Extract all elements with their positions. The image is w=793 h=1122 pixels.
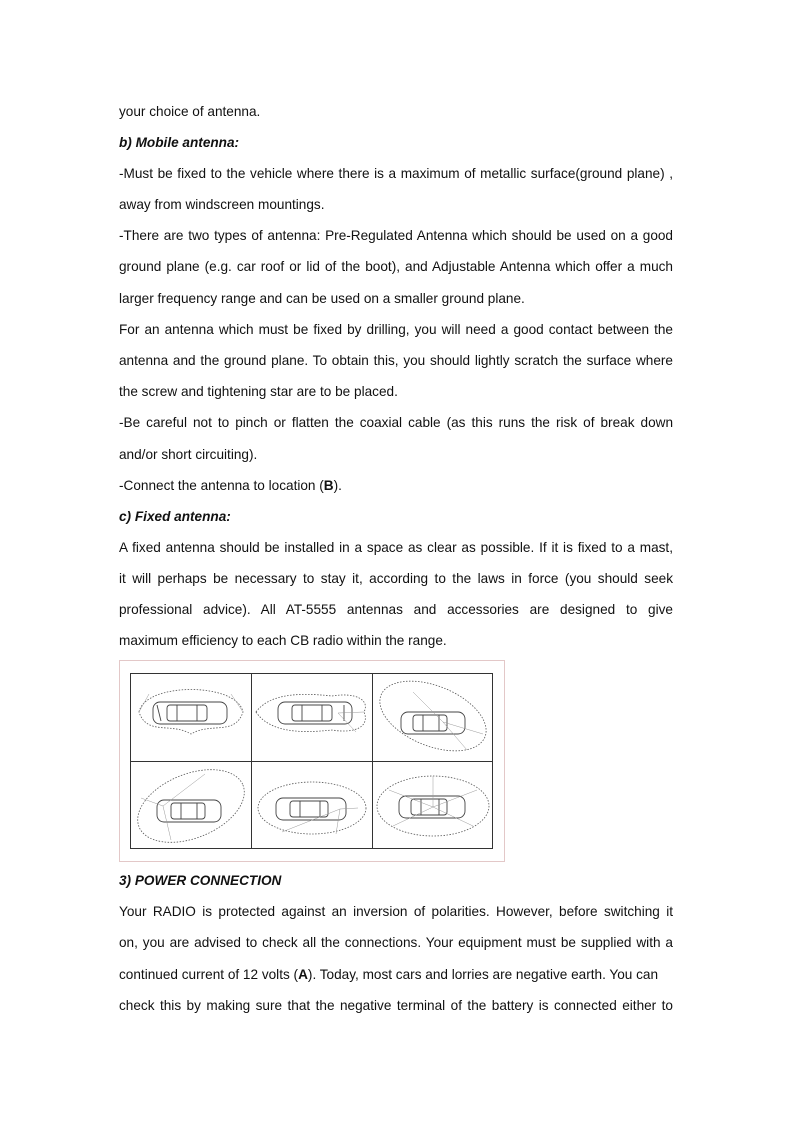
text-segment: -Connect the antenna to location ( — [119, 478, 324, 493]
text-line — [119, 477, 673, 495]
text-line: away from windscreen mountings. — [119, 197, 325, 212]
car-pattern-icon — [252, 674, 372, 762]
heading-fixed-antenna: c) Fixed antenna: — [119, 509, 231, 524]
text-line: check this by making sure that the negative terminal of the battery is connected either to — [119, 998, 673, 1013]
text-line: on, you are advised to check all the connections. Your equipment must be supplied with a — [119, 935, 673, 950]
location-label: B — [323, 478, 334, 493]
text-line — [119, 966, 673, 984]
text-line: -There are two types of antenna: Pre-Regulated Antenna which should be used on a good — [119, 228, 673, 243]
text-line: ground plane (e.g. car roof or lid of the boot), and Adjustable Antenna which offer a much — [119, 259, 673, 274]
pattern-cell-2 — [252, 674, 373, 762]
text-line: professional advice). All AT-5555 antennas and accessories are designed to give — [119, 602, 673, 617]
car-pattern-icon — [373, 674, 493, 762]
car-pattern-icon — [131, 674, 251, 762]
pattern-cell-4 — [131, 762, 252, 848]
text-line: maximum efficiency to each CB radio within the range. — [119, 633, 447, 648]
text-segment: ). — [333, 478, 342, 493]
text-line: antenna and the ground plane. To obtain this, you should lightly scratch the surface where — [119, 353, 673, 368]
pattern-cell-6 — [373, 762, 493, 848]
text-line: and/or short circuiting). — [119, 447, 258, 462]
location-label: A — [298, 967, 308, 982]
car-pattern-icon — [131, 762, 251, 848]
heading-power-connection: 3) POWER CONNECTION — [119, 873, 282, 888]
text-line: it will perhaps be necessary to stay it, according to the laws in force (you should seek — [119, 571, 673, 586]
text-line: -Must be fixed to the vehicle where there is a maximum of metallic surface(ground plane) , — [119, 166, 673, 181]
heading-mobile-antenna: b) Mobile antenna: — [119, 135, 240, 150]
text-line: For an antenna which must be fixed by drilling, you will need a good contact between the — [119, 322, 673, 337]
text-line: your choice of antenna. — [119, 104, 261, 119]
text-line: A fixed antenna should be installed in a space as clear as possible. If it is fixed to a mast, — [119, 540, 673, 555]
text-line: -Be careful not to pinch or flatten the coaxial cable (as this runs the risk of break down — [119, 415, 673, 430]
pattern-cell-3 — [373, 674, 493, 762]
text-segment: continued current of 12 volts ( — [119, 967, 299, 982]
antenna-pattern-figure — [130, 673, 493, 849]
car-pattern-icon — [373, 762, 493, 848]
text-line: Your RADIO is protected against an inversion of polarities. However, before switching it — [119, 904, 673, 919]
text-segment: ). Today, most cars and lorries are negative earth. You can — [307, 967, 659, 982]
text-line: the screw and tightening star are to be placed. — [119, 384, 398, 399]
pattern-cell-5 — [252, 762, 373, 848]
text-line: larger frequency range and can be used on a smaller ground plane. — [119, 291, 525, 306]
car-pattern-icon — [252, 762, 372, 848]
pattern-cell-1 — [131, 674, 252, 762]
